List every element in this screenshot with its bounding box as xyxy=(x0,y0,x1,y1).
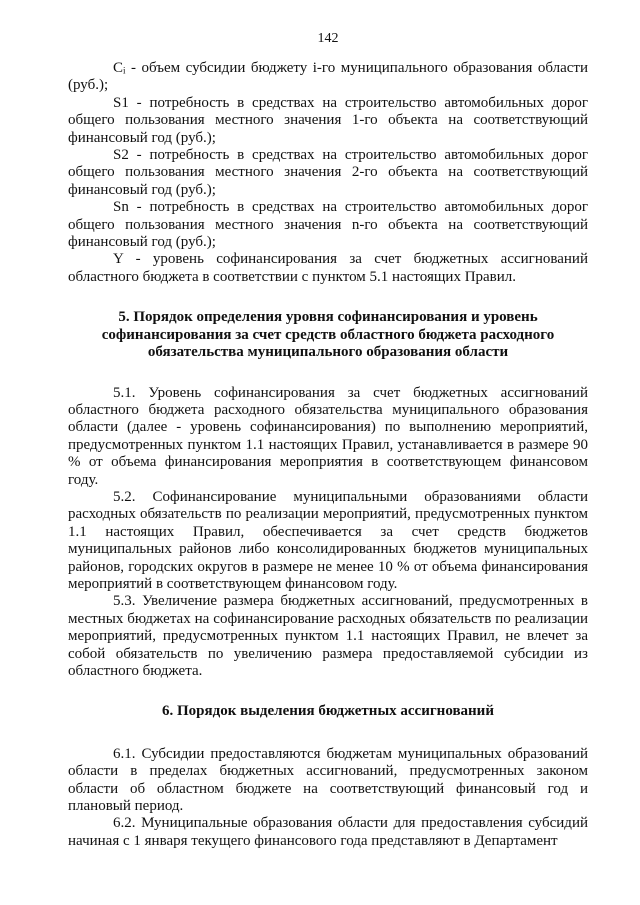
paragraph-6-2: 6.2. Муниципальные образования области для предоставления субсидий начиная с 1 января текущего финансового года представляют в Департамент xyxy=(68,815,588,849)
definition-s1: S1 - потребность в средствах на строительство автомобильных дорог общего пользования местного значения 1-го объекта на соответствующий финансовый год (руб.); xyxy=(68,94,588,146)
section-6-heading: 6. Порядок выделения бюджетных ассигнований xyxy=(162,703,494,720)
paragraph-5-2: 5.2. Софинансирование муниципальными образованиями области расходных обязательств по реализации мероприятий, предусмотренных пунктом 1.1 настоящих Правил, обеспечивается за счет средств бюджетов муниципальных районов либо консолидированных бюджетов муниципальных районов, городских округов в размере не менее 10 % от объема финансирования мероприятий в соответствующем финансовом году. xyxy=(68,488,588,592)
document-page xyxy=(68,30,588,850)
paragraph-6-1: 6.1. Субсидии предоставляются бюджетам муниципальных образований области в пределах бюджетных ассигнований, предусмотренных законом области об областном бюджете на соответствующий финансовый год и плановый период. xyxy=(68,745,588,815)
definition-sn: Sn - потребность в средствах на строительство автомобильных дорог общего пользования местного значения n-го объекта на соответствующий финансовый год (руб.); xyxy=(68,199,588,251)
definition-y: Y - уровень софинансирования за счет бюджетных ассигнований областного бюджета в соответствии с пунктом 5.1 настоящих Правил. xyxy=(68,251,588,285)
definition-s2: S2 - потребность в средствах на строительство автомобильных дорог общего пользования местного значения 2-го объекта на соответствующий финансовый год (руб.); xyxy=(68,147,588,198)
paragraph-5-3: 5.3. Увеличение размера бюджетных ассигнований, предусмотренных в местных бюджетах на софинансирование расходных обязательств по реализации мероприятий, предусмотренных пунктом 1.1 настоящих Правил, не влечет за собой обязательств по увеличению размера предоставляемой субсидии из областного бюджета. xyxy=(68,593,588,679)
section-5-heading: 5. Порядок определения уровня софинансирования и уровень софинансирования за счет средств областного бюджета расходного обязательства муниципального образования области xyxy=(101,309,555,361)
page-number: 142 xyxy=(317,31,339,46)
paragraph-5-1: 5.1. Уровень софинансирования за счет бюджетных ассигнований областного бюджета расходного обязательства муниципального образования области (далее - уровень софинансирования) по выполнению мероприятий, предусмотренных пунктом 1.1 настоящих Правил, устанавливается в размере 90 % от объема финансирования мероприятия в соответствующем финансовом году. xyxy=(68,384,588,488)
definition-ci: Cᵢ - объем субсидии бюджету i-го муниципального образования области (руб.); xyxy=(68,60,588,94)
